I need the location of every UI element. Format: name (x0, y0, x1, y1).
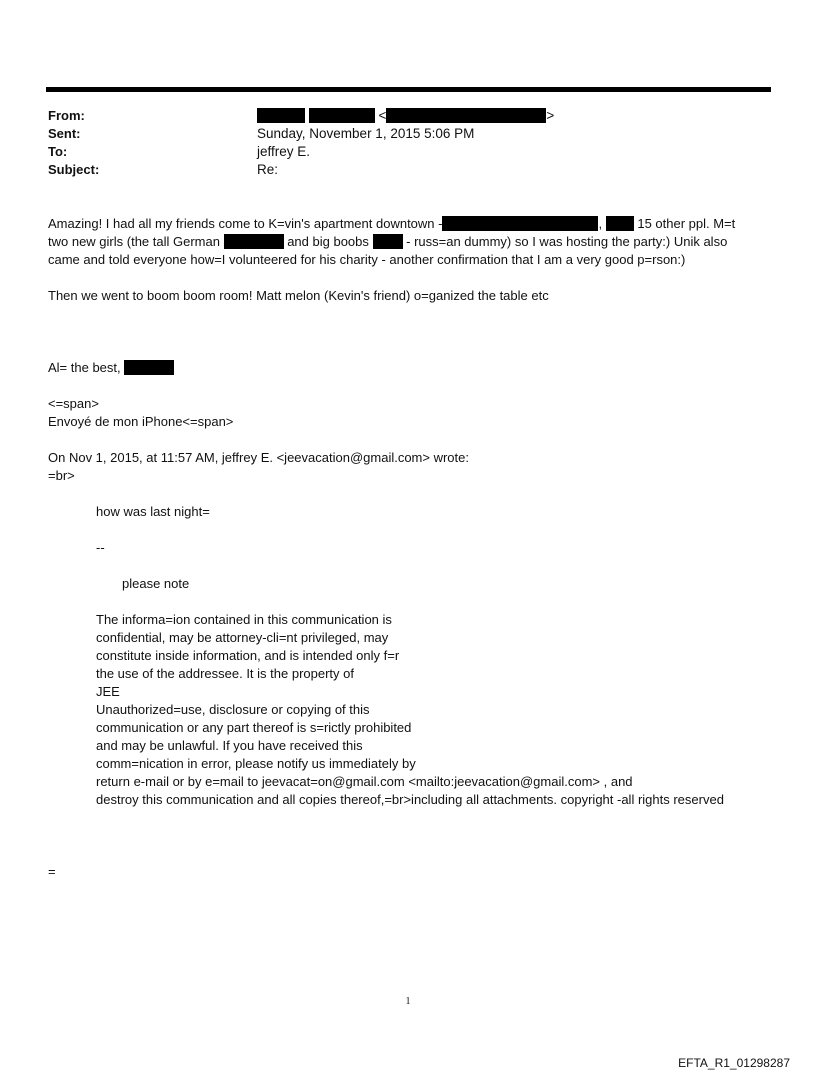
disclaimer-line: destroy this communication and all copies thereof,=br>including all attachments. copyright -all rights reserved (96, 792, 724, 807)
quoted-dash: -- (96, 540, 105, 555)
disclaimer-line: confidential, may be attorney-cli=nt privileged, may (96, 630, 389, 645)
quote-intro: On Nov 1, 2015, at 11:57 AM, jeffrey E. <jeevacation@gmail.com> wrote: (48, 450, 469, 465)
disclaimer-line: Unauthorized=use, disclosure or copying of this (96, 702, 370, 717)
redaction (224, 234, 284, 249)
redaction (386, 108, 546, 123)
redaction (124, 360, 174, 375)
body-text: - russ=an dummy) so I was hosting the party:) Unik also (406, 234, 728, 249)
quoted-line: how was last night= (96, 504, 210, 519)
body-text: two new girls (the tall German (48, 234, 220, 249)
from-lt: < (378, 108, 387, 123)
disclaimer-line: The informa=ion contained in this communication is (96, 612, 392, 627)
body-line: Envoyé de mon iPhone<=span> (48, 414, 234, 429)
signoff-line (48, 359, 778, 377)
from-value (257, 107, 554, 125)
disclaimer-line: the use of the addressee. It is the property of (96, 666, 354, 681)
subject-value: Re: (257, 162, 279, 177)
from-label: From: (48, 108, 85, 123)
redaction (606, 216, 634, 231)
disclaimer-line: return e-mail or by e=mail to jeevacat=on@gmail.com <mailto:jeevacation@gmail.com> , and (96, 774, 633, 789)
email-body (48, 215, 778, 881)
body-line (48, 215, 778, 233)
body-text: , (598, 216, 603, 231)
redaction (442, 216, 598, 231)
sent-value: Sunday, November 1, 2015 5:06 PM (257, 126, 475, 141)
body-text: 15 other ppl. M=t (637, 216, 736, 231)
page-number: 1 (405, 996, 411, 1007)
please-note: please note (122, 576, 190, 591)
redaction (309, 108, 375, 123)
disclaimer-line: communication or any part thereof is s=rictly prohibited (96, 720, 412, 735)
from-gt: > (546, 108, 555, 123)
body-text: and big boobs (287, 234, 369, 249)
disclaimer-line: constitute inside information, and is intended only f=r (96, 648, 400, 663)
body-line: came and told everyone how=I volunteered for his charity - another confirmation that I am a very good p=rson:) (48, 252, 686, 267)
to-label: To: (48, 144, 68, 159)
bates-number: EFTA_R1_01298287 (678, 1056, 790, 1070)
to-value: jeffrey E. (257, 144, 311, 159)
redaction (257, 108, 305, 123)
body-line: <=span> (48, 396, 99, 411)
disclaimer-line: comm=nication in error, please notify us immediately by (96, 756, 416, 771)
disclaimer-line: and may be unlawful. If you have received this (96, 738, 363, 753)
disclaimer-line: JEE (96, 684, 120, 699)
subject-label: Subject: (48, 162, 100, 177)
sent-label: Sent: (48, 126, 81, 141)
header-rule (46, 87, 771, 92)
signoff-text: Al= the best, (48, 360, 121, 375)
body-line (48, 233, 778, 251)
body-text: Amazing! I had all my friends come to K=vin's apartment downtown - (48, 216, 443, 231)
body-line: Then we went to boom boom room! Matt melon (Kevin's friend) o=ganized the table etc (48, 288, 549, 303)
redaction (373, 234, 403, 249)
end-mark: = (48, 864, 56, 879)
body-line: =br> (48, 468, 75, 483)
